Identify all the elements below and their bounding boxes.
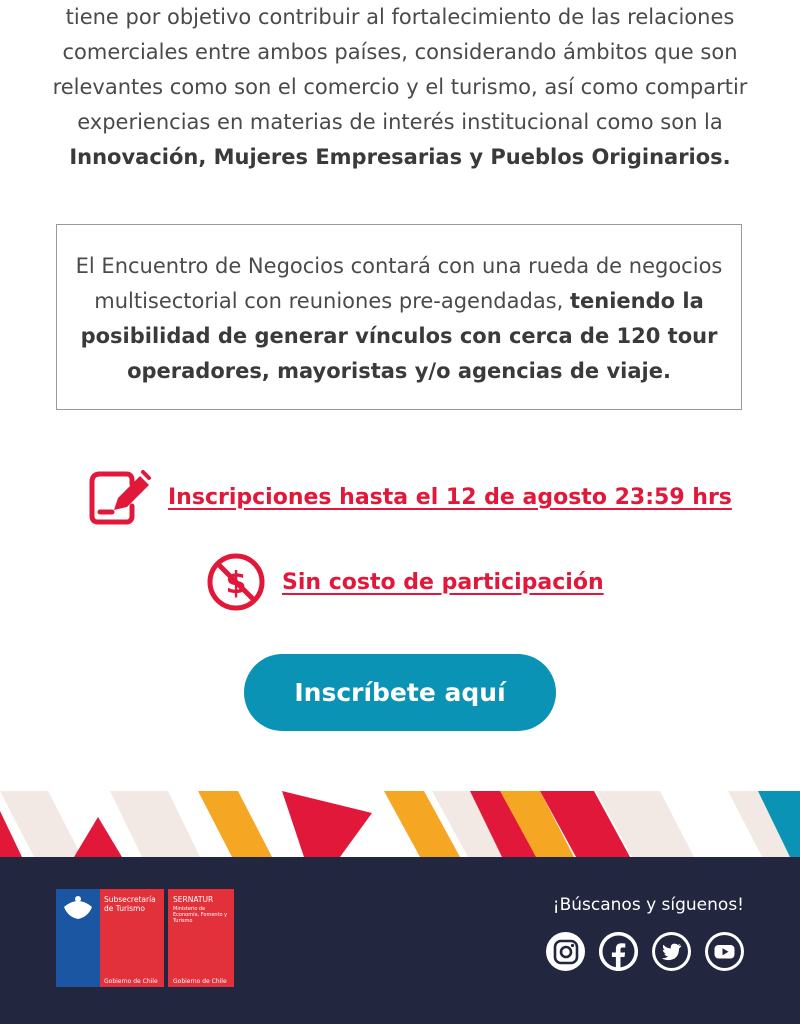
register-button[interactable]: Inscríbete aquí — [244, 654, 556, 731]
intro-line: experiencias en materias de interés institucional como son la — [77, 110, 723, 134]
intro-line: tiene por objetivo contribuir al fortalecimiento de las relaciones — [65, 5, 735, 29]
sernatur-logo — [168, 889, 234, 987]
box-highlight: posibilidad de generar vínculos con cerca de 120 tour — [80, 324, 718, 348]
twitter-icon[interactable] — [652, 932, 691, 971]
box-line: El Encuentro de Negocios contará con una rueda de negocios — [75, 254, 723, 278]
business-meeting-box — [56, 224, 742, 410]
intro-line: comerciales entre ambos países, considerando ámbitos que son — [62, 40, 738, 64]
social-links — [546, 932, 744, 971]
decorative-stripes — [0, 791, 800, 857]
intro-highlight: Innovación, Mujeres Empresarias y Pueblos Originarios. — [69, 145, 731, 169]
box-line: multisectorial con reuniones pre-agendadas, teniendo la — [94, 289, 704, 313]
edit-form-icon — [88, 468, 152, 526]
youtube-icon[interactable] — [705, 932, 744, 971]
svg-text:Gobierno de Chile: Gobierno de Chile — [173, 978, 227, 985]
svg-text:Ministerio de: Ministerio de — [173, 906, 206, 912]
follow-label: ¡Búscanos y síguenos! — [552, 895, 744, 915]
instagram-icon[interactable] — [546, 932, 585, 971]
svg-text:$: $ — [225, 566, 247, 601]
no-cost-icon — [206, 552, 266, 612]
svg-text:Gobierno de Chile: Gobierno de Chile — [104, 978, 158, 985]
footer — [0, 857, 800, 1024]
cost-link[interactable]: Sin costo de participación — [282, 569, 604, 595]
registration-link[interactable]: Inscripciones hasta el 12 de agosto 23:59 hrs — [168, 484, 732, 510]
subsecretaria-logo — [56, 889, 164, 987]
facebook-icon[interactable] — [599, 932, 638, 971]
box-highlight: operadores, mayoristas y/o agencias de viaje. — [127, 359, 671, 383]
svg-text:Subsecretaría: Subsecretaría — [104, 895, 156, 904]
svg-text:SERNATUR: SERNATUR — [173, 895, 214, 904]
registration-row — [88, 468, 732, 526]
svg-text:de Turismo: de Turismo — [104, 904, 145, 913]
svg-text:Economía, Fomento y: Economía, Fomento y — [173, 912, 228, 918]
svg-text:Turismo: Turismo — [173, 918, 193, 924]
intro-text — [40, 0, 760, 175]
intro-line: relevantes como son el comercio y el turismo, así como compartir — [52, 75, 748, 99]
cost-row — [206, 552, 604, 612]
